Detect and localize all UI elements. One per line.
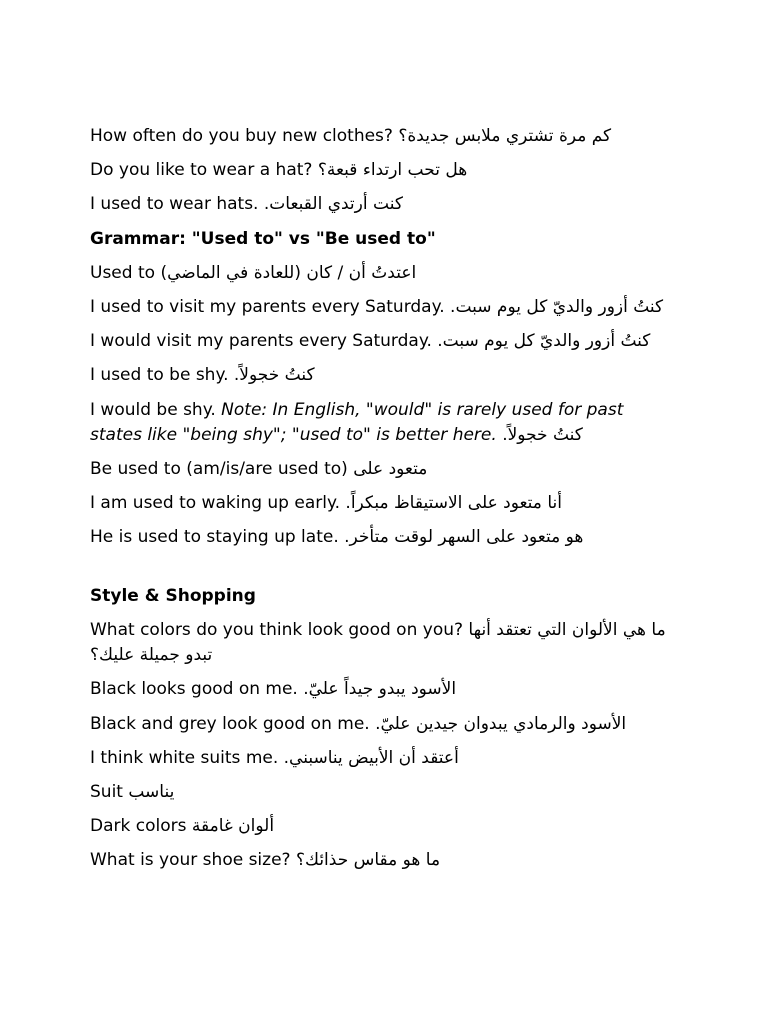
english-text: I would visit my parents every Saturday. <box>90 331 438 352</box>
arabic-text: ما هو مقاس حذائك؟ <box>295 850 441 871</box>
arabic-text: ألوان غامقة <box>191 816 275 837</box>
section-heading-style-shopping: Style & Shopping <box>90 586 256 607</box>
arabic-text: أعتقد أن الأبيض يناسبني. <box>283 747 459 768</box>
phrase-line <box>90 491 678 516</box>
english-text: Do you like to wear a hat? <box>90 160 318 181</box>
phrase-line <box>90 457 678 482</box>
phrase-line <box>90 363 678 388</box>
phrase-line <box>90 261 678 286</box>
english-text: I used to be shy. <box>90 365 234 386</box>
phrase-line <box>90 780 678 805</box>
english-text: What colors do you think look good on you? <box>90 620 469 641</box>
arabic-text: متعود على <box>353 458 428 479</box>
english-text: Suit <box>90 782 129 802</box>
arabic-text: كنت أرتدي القبعات. <box>263 194 403 215</box>
phrase-line <box>90 124 678 149</box>
phrase-line <box>90 677 678 702</box>
phrase-line <box>90 192 678 217</box>
english-text: I would be shy. <box>90 399 222 420</box>
english-text: Used to <box>90 262 161 283</box>
arabic-text: كم مرة تشتري ملابس جديدة؟ <box>398 126 612 146</box>
english-text: How often do you buy new clothes? <box>90 126 399 146</box>
arabic-text: ما هي الألوان التي تعتقد أنها تبدو جميلة عليك؟ <box>90 620 666 666</box>
phrase-line <box>90 618 678 668</box>
english-text: I am used to waking up early. <box>90 492 346 513</box>
phrase-line <box>90 329 678 354</box>
english-text: Black looks good on me. <box>90 679 304 700</box>
english-text: He is used to staying up late. <box>90 527 345 548</box>
phrase-line <box>90 712 678 737</box>
arabic-text: الأسود والرمادي يبدوان جيدين عليّ. <box>375 713 627 734</box>
arabic-text: كنتُ خجولاً. <box>233 365 315 386</box>
phrase-line <box>90 525 678 550</box>
arabic-text: كنتُ أزور والديّ كل يوم سبت. <box>437 331 651 352</box>
phrase-line <box>90 848 678 873</box>
english-text: What is your shoe size? <box>90 850 296 871</box>
english-text: I used to wear hats. <box>90 194 264 215</box>
english-text: Be used to (am/is/are used to) <box>90 458 354 479</box>
english-text: Black and grey look good on me. <box>90 713 376 734</box>
section-heading-grammar: Grammar: "Used to" vs "Be used to" <box>90 228 436 249</box>
english-text: Dark colors <box>90 816 192 837</box>
phrase-line <box>90 158 678 183</box>
phrase-line-with-note <box>90 398 678 448</box>
english-text: I used to visit my parents every Saturday. <box>90 296 451 317</box>
phrase-line <box>90 746 678 771</box>
arabic-text: الأسود يبدو جيداً عليّ. <box>303 679 457 700</box>
arabic-text: اعتدتُ أن / كان (للعادة في الماضي) <box>160 262 417 283</box>
arabic-text: هل تحب ارتداء قبعة؟ <box>317 160 468 181</box>
phrase-line <box>90 295 678 320</box>
usage-note: Note: In English, "would" is rarely used for past states like "being shy"; "used to" is better here. <box>90 399 624 445</box>
arabic-text: كنتُ خجولاً. <box>502 424 583 445</box>
arabic-text: هو متعود على السهر لوقت متأخر. <box>344 527 584 548</box>
english-text: I think white suits me. <box>90 747 284 768</box>
phrase-line <box>90 814 678 839</box>
arabic-text: يناسب <box>128 782 175 802</box>
arabic-text: أنا متعود على الاستيقاظ مبكراً. <box>345 492 562 513</box>
arabic-text: كنتُ أزور والديّ كل يوم سبت. <box>450 296 664 317</box>
